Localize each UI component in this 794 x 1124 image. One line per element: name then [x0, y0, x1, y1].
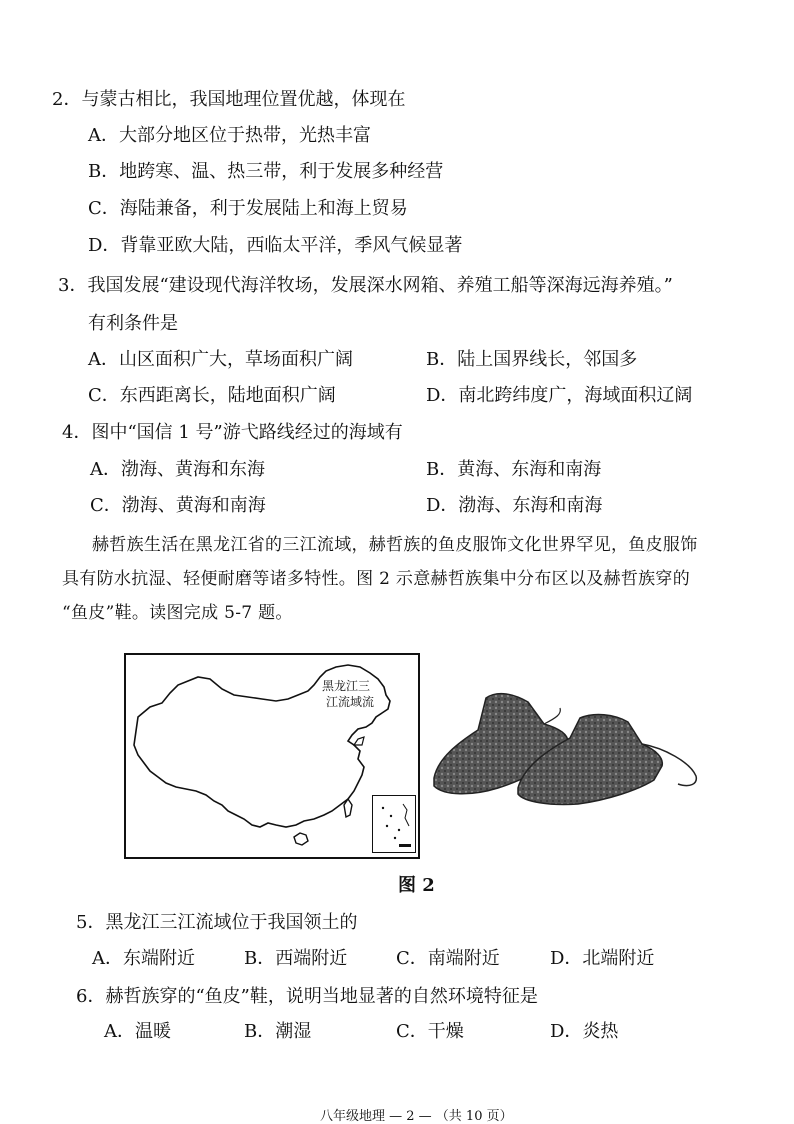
q2-option-a: A．大部分地区位于热带，光热丰富 — [88, 125, 371, 146]
q3-option-c: C．东西距离长，陆地面积广阔 — [88, 385, 336, 406]
south-china-sea-inset — [372, 795, 416, 853]
q4-option-b: B．黄海、东海和南海 — [426, 459, 602, 480]
china-map — [124, 653, 420, 859]
q5-option-d: D．北端附近 — [550, 948, 655, 969]
map-label-line2: 江流域流 — [326, 695, 375, 709]
passage-line3: “鱼皮”鞋。读图完成 5-7 题。 — [62, 603, 293, 623]
q6-option-a: A．温暖 — [104, 1021, 171, 1042]
map-label-line1: 黑龙江三 — [322, 679, 371, 693]
q6-stem: 6．赫哲族穿的“鱼皮”鞋，说明当地显著的自然环境特征是 — [76, 986, 538, 1007]
q5-option-c: C．南端附近 — [396, 948, 500, 969]
q3-option-b: B．陆上国界线长，邻国多 — [426, 349, 638, 370]
q4-option-d: D．渤海、东海和南海 — [426, 495, 603, 516]
q2-stem: 2．与蒙古相比，我国地理位置优越，体现在 — [52, 89, 406, 110]
q3-stem-line1: 3．我国发展“建设现代海洋牧场，发展深水网箱、养殖工船等深海远海养殖。” — [58, 275, 673, 296]
passage-line2: 具有防水抗湿、轻便耐磨等诸多特性。图 2 示意赫哲族集中分布区以及赫哲族穿的 — [62, 569, 691, 589]
figure-caption: 图 2 — [398, 875, 435, 896]
q5-option-b: B．西端附近 — [244, 948, 348, 969]
shandong-peninsula — [354, 737, 364, 745]
q2-option-c: C．海陆兼备，利于发展陆上和海上贸易 — [88, 198, 408, 219]
q3-stem-line2: 有利条件是 — [88, 313, 178, 334]
q6-option-c: C．干燥 — [396, 1021, 464, 1042]
q3-option-d: D．南北跨纬度广，海域面积辽阔 — [426, 385, 693, 406]
q3-option-a: A．山区面积广大，草场面积广阔 — [88, 349, 353, 370]
q2-option-b: B．地跨寒、温、热三带，利于发展多种经营 — [88, 161, 444, 182]
page-footer: 八年级地理 — 2 — （共 10 页） — [320, 1109, 513, 1124]
q2-option-d: D．背靠亚欧大陆，西临太平洋，季风气候显著 — [88, 235, 463, 256]
q5-stem: 5．黑龙江三江流域位于我国领土的 — [76, 912, 358, 933]
hainan-island — [294, 833, 308, 845]
q6-option-b: B．潮湿 — [244, 1021, 312, 1042]
q5-option-a: A．东端附近 — [92, 948, 195, 969]
q6-option-d: D．炎热 — [550, 1021, 619, 1042]
fish-skin-shoes-photo — [428, 688, 708, 808]
q4-stem: 4．图中“国信 1 号”游弋路线经过的海域有 — [62, 422, 403, 443]
q4-option-a: A．渤海、黄海和东海 — [90, 459, 265, 480]
passage-line1: 赫哲族生活在黑龙江省的三江流域，赫哲族的鱼皮服饰文化世界罕见，鱼皮服饰 — [92, 535, 698, 555]
q4-option-c: C．渤海、黄海和南海 — [90, 495, 266, 516]
